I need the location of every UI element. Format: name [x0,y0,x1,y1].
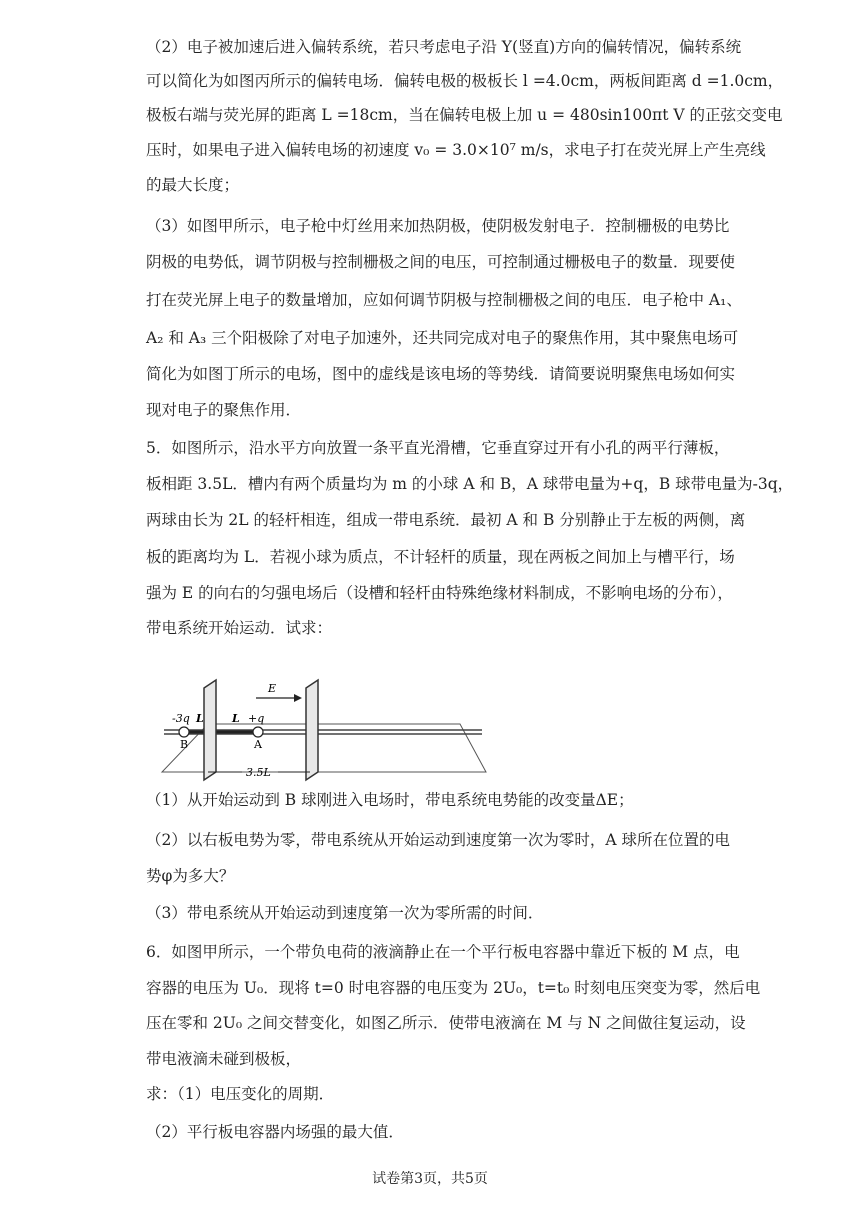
l19: （2）以右板电势为零，带电系统从开始运动到速度第一次为零时，A 球所在位置的电 [146,831,730,849]
left-plate [204,680,216,780]
l12: 5．如图所示，沿水平方向放置一条平直光滑槽，它垂直穿过开有小孔的两平行薄板， [146,439,730,457]
l8: 打在荧光屏上电子的数量增加，应如何调节阴极与控制栅极之间的电压．电子枪中 A₁、 [146,291,742,309]
l25: 带电液滴未碰到极板， [146,1050,302,1068]
l6: （3）如图甲所示，电子枪中灯丝用来加热阴极，使阴极发射电子．控制栅极的电势比 [146,217,730,235]
l24: 压在零和 2U₀ 之间交替变化，如图乙所示．使带电液滴在 M 与 N 之间做往复运动，设 [146,1014,746,1032]
l13: 板相距 3.5L．槽内有两个质量均为 m 的小球 A 和 B，A 球带电量为+q，B 球带电量为-3q， [146,475,794,493]
label-l-left: L [196,712,204,725]
l1: （2）电子被加速后进入偏转系统，若只考虑电子沿 Y(竖直)方向的偏转情况，偏转系统 [146,38,742,56]
l5: 的最大长度； [146,176,240,194]
e-arrow-head [294,694,302,702]
figure-charged-system [160,672,490,782]
l2: 可以简化为如图丙所示的偏转电场．偏转电极的极板长 l =4.0cm，两板间距离 d =1.0cm， [146,72,784,90]
l22: 6．如图甲所示，一个带负电荷的液滴静止在一个平行板电容器中靠近下板的 M 点，电 [146,943,740,961]
l11: 现对电子的聚焦作用． [146,401,302,419]
ball-b [179,727,189,737]
l10: 简化为如图丁所示的电场，图中的虚线是该电场的等势线．请简要说明聚焦电场如何实 [146,365,736,383]
label-a: A [254,738,262,751]
label-b: B [180,738,189,751]
ball-a [253,727,263,737]
l4: 压时，如果电子进入偏转电场的初速度 v₀ = 3.0×10⁷ m/s，求电子打在荧光屏上产生亮线 [146,141,766,159]
l18: （1）从开始运动到 B 球刚进入电场时，带电系统电势能的改变量ΔE； [146,791,634,809]
l26: 求：（1）电压变化的周期． [146,1085,335,1103]
label-plus-q: +q [248,712,265,725]
l14: 两球由长为 2L 的轻杆相连，组成一带电系统．最初 A 和 B 分别静止于左板的两侧，离 [146,511,746,529]
label-l-right: L [232,712,240,725]
l27: （2）平行板电容器内场强的最大值． [146,1123,404,1141]
l17: 带电系统开始运动．试求： [146,619,333,637]
l23: 容器的电压为 U₀．现将 t=0 时电容器的电压变为 2U₀，t=t₀ 时刻电压突变为零，然后电 [146,979,761,997]
page-footer: 试卷第3页，共5页 [372,1171,488,1187]
l21: （3）带电系统从开始运动到速度第一次为零所需的时间． [146,904,544,922]
right-plate [306,680,318,780]
label-e: E [268,682,277,695]
l15: 板的距离均为 L．若视小球为质点，不计轻杆的质量，现在两板之间加上与槽平行，场 [146,548,735,566]
l7: 阴极的电势低，调节阴极与控制栅极之间的电压，可控制通过栅极电子的数量．现要使 [146,253,736,271]
l16: 强为 E 的向右的匀强电场后（设槽和轻杆由特殊绝缘材料制成，不影响电场的分布）， [146,584,733,602]
label-minus3q: -3q [172,712,190,725]
l9: A₂ 和 A₃ 三个阳极除了对电子加速外，还共同完成对电子的聚焦作用，其中聚焦电场可 [146,329,739,347]
l3: 极板右端与荧光屏的距离 L =18cm，当在偏转电极上加 u = 480sin100πt V 的正弦交变电 [146,106,783,124]
l20: 势φ为多大？ [146,867,235,885]
label-span: 3.5L [246,766,271,779]
